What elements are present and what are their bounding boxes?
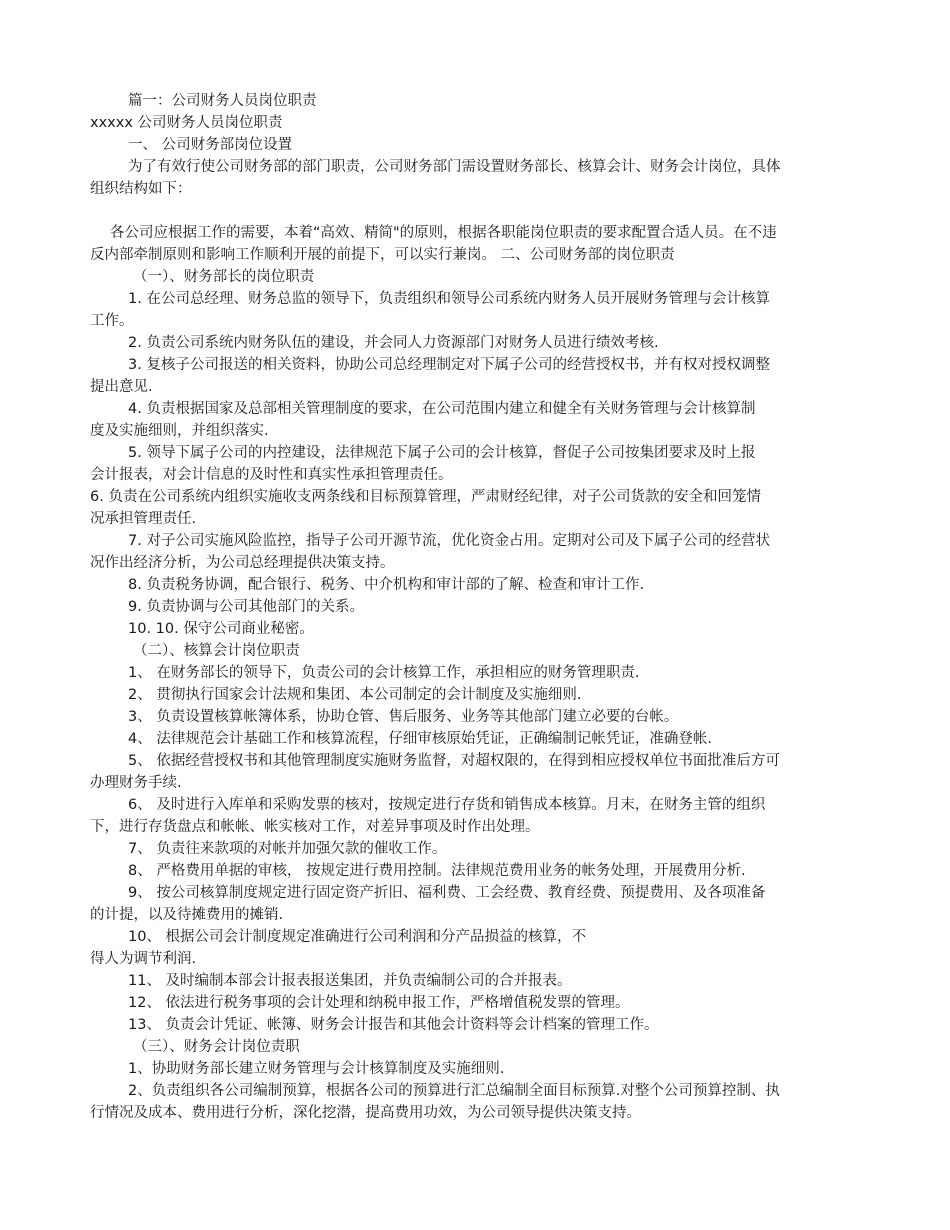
paragraph-line: 各公司应根据工作的需要，本着“高效、精简"的原则，根据各职能岗位职责的要求配置合适人员。在不违	[110, 225, 777, 241]
subsection-heading: （三）、财务会计岗位责职	[133, 1039, 300, 1055]
list-item-continuation: 办理财务手续.	[90, 775, 182, 791]
list-item: 1. 在公司总经理、财务总监的领导下，负责组织和领导公司系统内财务人员开展财务管理与会计核算	[128, 291, 770, 307]
list-item: 9. 负责协调与公司其他部门的关系。	[128, 599, 364, 615]
list-item-continuation: 的计提，以及待摊费用的摊销.	[90, 907, 284, 923]
list-item: 8、 严格费用单据的审核， 按规定进行费用控制。法律规范费用业务的帐务处理，开展费用分析.	[128, 863, 746, 879]
list-item: 3. 复核子公司报送的相关资料，协助公司总经理制定对下属子公司的经营授权书，并有权对授权调整	[128, 357, 770, 373]
list-item: 7. 对子公司实施风险监控，指导子公司开源节流，优化资金占用。定期对公司及下属子公司的经营状	[128, 533, 770, 549]
list-item: 4. 负责根据国家及总部相关管理制度的要求，在公司范围内建立和健全有关财务管理与会计核算制	[128, 401, 756, 417]
paragraph-line: 反内部牵制原则和影响工作顺利开展的前提下，可以实行兼岗。 二、公司财务部的岗位职责	[90, 247, 675, 263]
list-item-continuation: 况作出经济分析，为公司总经理提供决策支持。	[90, 555, 395, 571]
list-item: 8. 负责税务协调，配合银行、税务、中介机构和审计部的了解、检查和审计工作.	[128, 577, 645, 593]
list-item: 5、 依据经营授权书和其他管理制度实施财务监督，对超权限的，在得到相应授权单位书面批准后方可	[128, 753, 780, 769]
list-item: 1、协助财务部长建立财务管理与会计核算制度及实施细则.	[128, 1061, 505, 1077]
list-item-continuation: 下，进行存货盘点和帐帐、帐实核对工作，对差异事项及时作出处理。	[90, 819, 540, 835]
list-item: 6. 负责在公司系统内组织实施收支两条线和目标预算管理，严肃财经纪律，对子公司货款的安全和回笼情	[90, 489, 761, 505]
list-item: 1、 在财务部长的领导下，负责公司的会计核算工作，承担相应的财务管理职责.	[128, 665, 640, 681]
list-item: 5. 领导下属子公司的内控建设，法律规范下属子公司的会计核算，督促子公司按集团要求及时上报	[128, 445, 756, 461]
list-item: 3、 负责设置核算帐簿体系，协助仓管、售后服务、业务等其他部门建立必要的台帐。	[128, 709, 679, 725]
list-item: 6、 及时进行入库单和采购发票的核对，按规定进行存货和销售成本核算。月末，在财务主管的组织	[128, 797, 766, 813]
list-item: 9、 按公司核算制度规定进行固定资产折旧、福利费、工会经费、教育经费、预提费用、及各项准备	[128, 885, 766, 901]
list-item: 13、 负责会计凭证、帐簿、财务会计报告和其他会计资料等会计档案的管理工作。	[128, 1017, 659, 1033]
subsection-heading: （二）、核算会计岗位职责	[133, 643, 300, 659]
doc-subtitle: xxxxx 公司财务人员岗位职责	[90, 115, 283, 131]
list-item-continuation: 况承担管理责任.	[90, 511, 197, 527]
list-item: 10. 10. 保守公司商业秘密。	[128, 621, 314, 637]
subsection-heading: （一）、财务部长的岗位职责	[133, 269, 315, 285]
list-item-continuation: 得人为调节利润.	[90, 951, 197, 967]
list-item: 2、 贯彻执行国家会计法规和集团、本公司制定的会计制度及实施细则.	[128, 687, 582, 703]
list-item-continuation: 行情况及成本、费用进行分析，深化挖潜，提高费用功效，为公司领导提供决策支持。	[90, 1105, 641, 1121]
doc-title: 篇一：公司财务人员岗位职责	[128, 93, 317, 109]
list-item: 10、 根据公司会计制度规定准确进行公司利润和分产品损益的核算，不	[128, 929, 587, 945]
paragraph-line: 组织结构如下：	[90, 181, 192, 197]
list-item: 7、 负责往来款项的对帐并加强欠款的催收工作。	[128, 841, 447, 857]
section-heading: 一、 公司财务部岗位设置	[128, 137, 293, 153]
list-item: 2. 负责公司系统内财务队伍的建设，并会同人力资源部门对财务人员进行绩效考核.	[128, 335, 659, 351]
list-item: 4、 法律规范会计基础工作和核算流程，仔细审核原始凭证，正确编制记帐凭证，准确登帐.	[128, 731, 712, 747]
list-item: 11、 及时编制本部会计报表报送集团，并负责编制公司的合并报表。	[128, 973, 572, 989]
list-item: 12、 依法进行税务事项的会计处理和纳税申报工作，严格增值税发票的管理。	[128, 995, 630, 1011]
list-item-continuation: 会计报表，对会计信息的及时性和真实性承担管理责任。	[90, 467, 453, 483]
list-item-continuation: 工作。	[90, 313, 134, 329]
list-item-continuation: 度及实施细则，并组织落实.	[90, 423, 269, 439]
list-item: 2、负责组织各公司编制预算，根据各公司的预算进行汇总编制全面目标预算.对整个公司预算控制、执	[128, 1083, 780, 1099]
list-item-continuation: 提出意见.	[90, 379, 153, 395]
paragraph-line: 为了有效行使公司财务部的部门职责，公司财务部门需设置财务部长、核算会计、财务会计岗位，具体	[128, 159, 781, 175]
